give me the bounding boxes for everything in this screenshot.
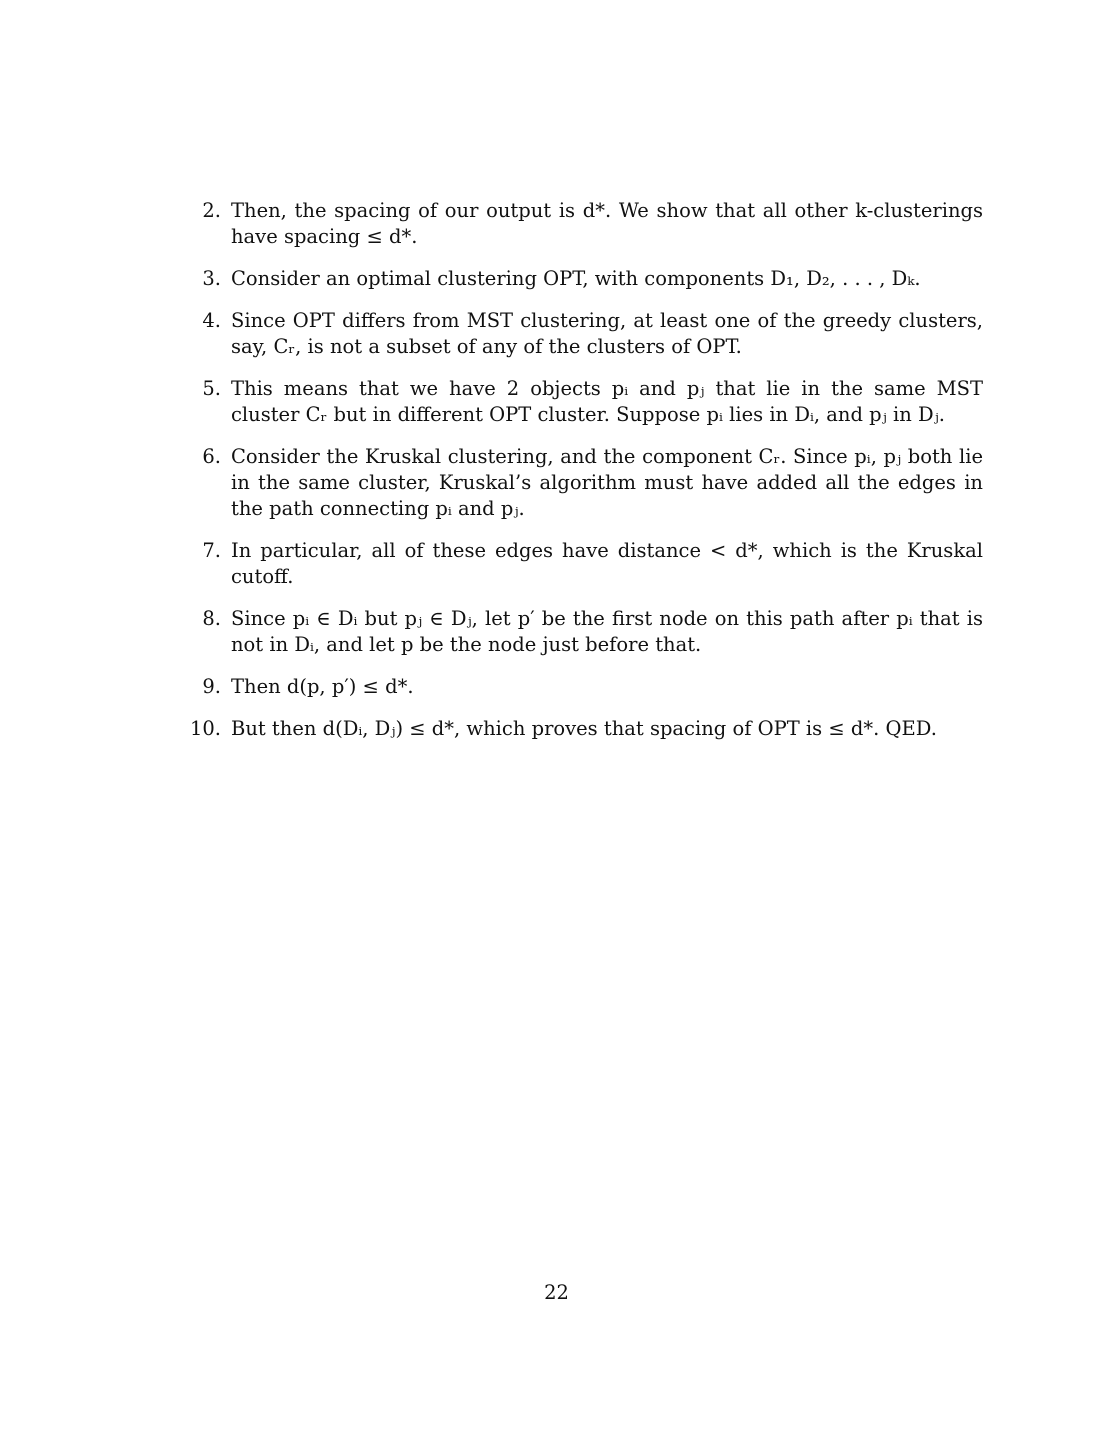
- proof-step-5: [183, 376, 983, 428]
- step-number: 8.: [202, 607, 221, 630]
- proof-step-7: [183, 538, 983, 590]
- step-text: Since pᵢ ∈ Dᵢ but pⱼ ∈ Dⱼ, let p′ be the first node on this path after pᵢ that is not in Dᵢ, and let p be the node just before that.: [231, 607, 983, 656]
- step-number: 9.: [202, 675, 221, 698]
- page-number: 22: [544, 1281, 569, 1304]
- step-text: This means that we have 2 objects pᵢ and pⱼ that lie in the same MST cluster Cᵣ but in different OPT cluster. Suppose pᵢ lies in Dᵢ, and pⱼ in Dⱼ.: [231, 377, 983, 426]
- step-number: 3.: [202, 267, 221, 290]
- proof-step-4: [183, 308, 983, 360]
- proof-step-2: [183, 198, 983, 250]
- step-text: Consider an optimal clustering OPT, with components D₁, D₂, . . . , Dₖ.: [231, 267, 921, 290]
- step-text: But then d(Dᵢ, Dⱼ) ≤ d*, which proves that spacing of OPT is ≤ d*. QED.: [231, 717, 937, 740]
- step-text: Then d(p, p′) ≤ d*.: [231, 675, 414, 698]
- step-number: 7.: [202, 539, 221, 562]
- step-number: 5.: [202, 377, 221, 400]
- proof-steps-list: [183, 198, 983, 758]
- step-text: Consider the Kruskal clustering, and the component Cᵣ. Since pᵢ, pⱼ both lie in the same cluster, Kruskal’s algorithm must have added all the edges in the path connecting pᵢ and pⱼ.: [231, 445, 983, 520]
- proof-step-3: [183, 266, 983, 292]
- step-number: 10.: [189, 717, 221, 740]
- step-number: 6.: [202, 445, 221, 468]
- step-text: In particular, all of these edges have distance < d*, which is the Kruskal cutoff.: [231, 539, 983, 588]
- step-number: 2.: [202, 199, 221, 222]
- step-text: Then, the spacing of our output is d*. We show that all other k-clusterings have spacing ≤ d*.: [231, 199, 983, 248]
- step-text: Since OPT differs from MST clustering, at least one of the greedy clusters, say, Cᵣ, is not a subset of any of the clusters of OPT.: [231, 309, 983, 358]
- step-number: 4.: [202, 309, 221, 332]
- proof-step-9: [183, 674, 983, 700]
- proof-step-6: [183, 444, 983, 522]
- proof-step-10: [183, 716, 983, 742]
- proof-step-8: [183, 606, 983, 658]
